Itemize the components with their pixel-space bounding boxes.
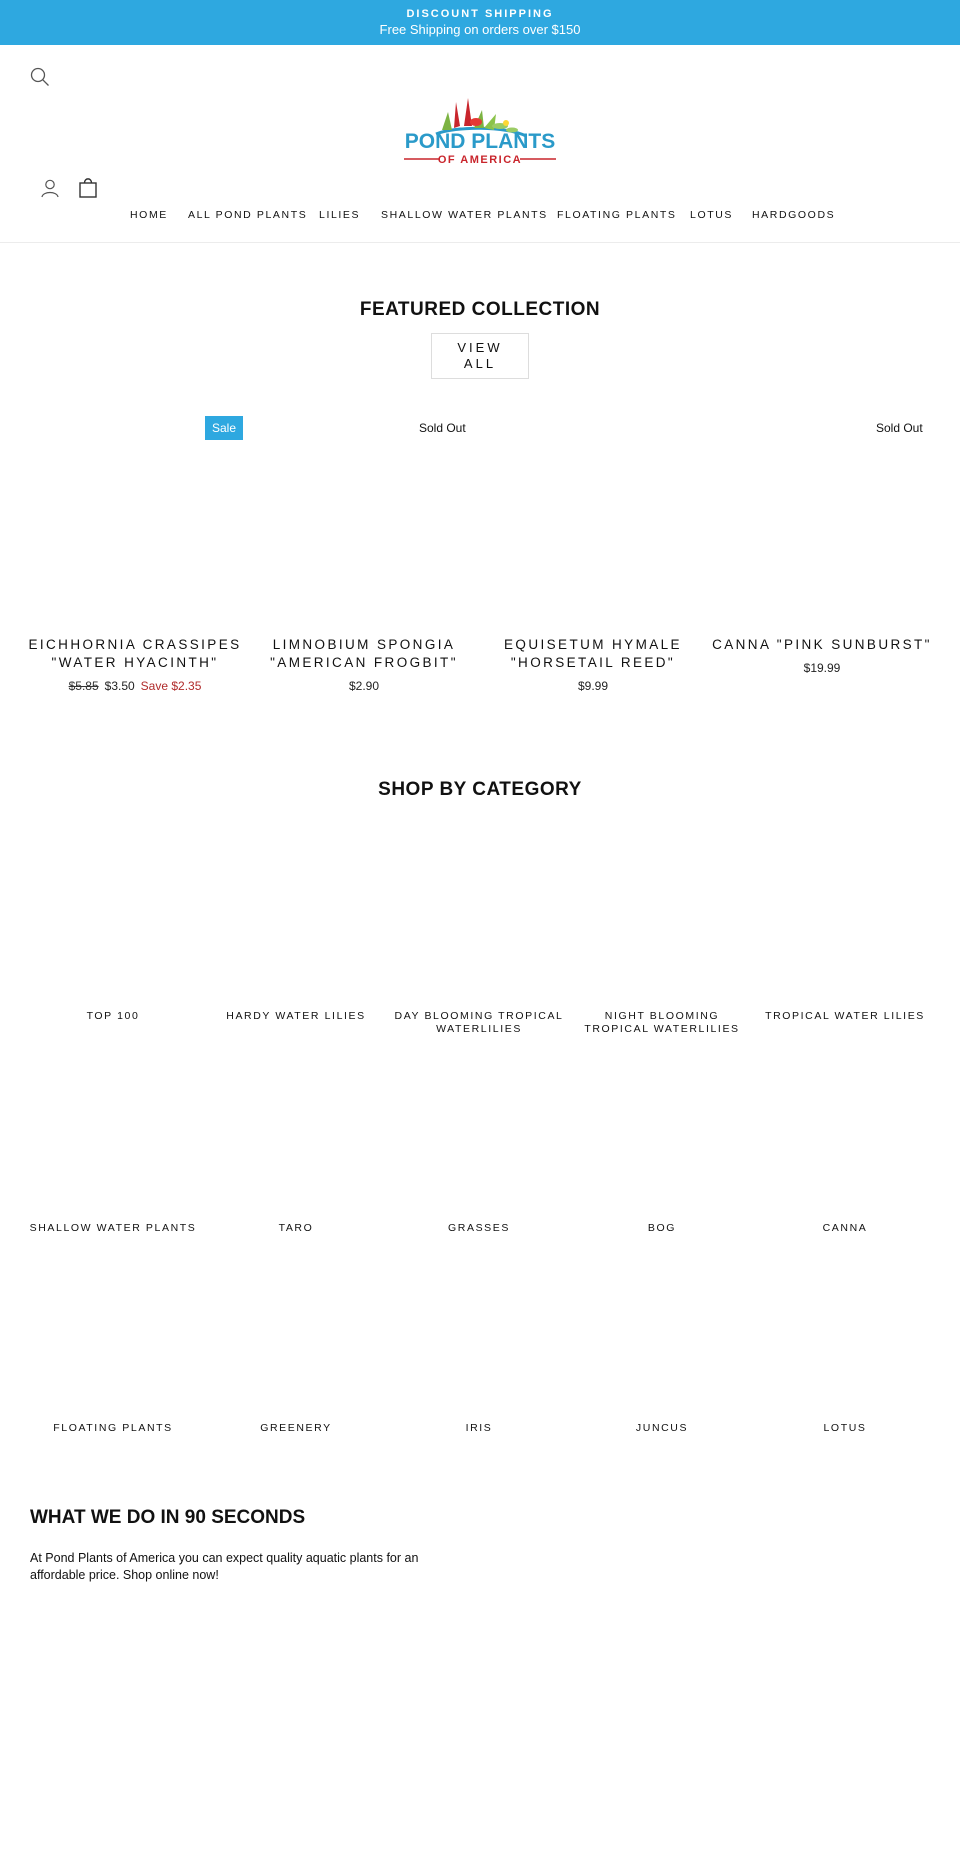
product-price: $19.99 [803, 661, 841, 675]
sold-out-badge: Sold Out [419, 421, 466, 435]
nav-item-lotus[interactable]: LOTUS [690, 209, 734, 221]
view-all-button[interactable] [431, 333, 529, 379]
category-iris[interactable] [389, 1422, 569, 1435]
nav-item-hardgoods[interactable]: HARDGOODS [752, 209, 836, 221]
product-price: $9.99 [577, 679, 609, 693]
announcement-subtitle: Free Shipping on orders over $150 [379, 22, 581, 37]
category-taro[interactable] [206, 1222, 386, 1235]
nav-item-all-pond-plants[interactable]: ALL POND PLANTS [188, 209, 308, 221]
sale-badge: Sale [205, 416, 243, 440]
product-save-amount: Save $2.35 [140, 679, 202, 693]
category-tropical-water-lilies[interactable] [755, 1010, 935, 1023]
logo-text-line2: OF AMERICA [437, 154, 523, 166]
nav-item-lilies[interactable]: LILIES [319, 209, 361, 221]
category-label: BOG [647, 1222, 677, 1234]
categories-title: SHOP BY CATEGORY [378, 779, 582, 800]
logo-text-line1: POND PLANTS [404, 130, 556, 153]
category-day-blooming-tropical[interactable] [389, 1010, 569, 1036]
category-greenery[interactable] [206, 1422, 386, 1435]
category-label: JUNCUS [635, 1422, 689, 1434]
category-label: TARO [278, 1222, 314, 1234]
category-label: GRASSES [448, 1222, 510, 1234]
category-label: LOTUS [823, 1422, 867, 1434]
category-night-blooming-tropical[interactable] [572, 1010, 752, 1036]
product-card[interactable] [249, 412, 479, 712]
product-card[interactable] [20, 412, 250, 712]
search-icon[interactable] [30, 67, 50, 87]
product-sale-price: $3.50 [104, 679, 135, 693]
product-title-line1: EQUISETUM HYMALE [504, 637, 682, 652]
about-title: WHAT WE DO IN 90 SECONDS [30, 1507, 306, 1528]
account-icon[interactable] [40, 178, 60, 198]
category-label: FLOATING PLANTS [53, 1422, 173, 1434]
product-old-price: $5.85 [68, 679, 99, 693]
product-price: $2.90 [348, 679, 380, 693]
header-divider [0, 242, 960, 243]
category-label: DAY BLOOMING TROPICAL [394, 1010, 564, 1022]
announcement-bar [0, 0, 960, 45]
category-label: IRIS [465, 1422, 493, 1434]
category-lotus[interactable] [755, 1422, 935, 1435]
category-label: HARDY WATER LILIES [226, 1010, 366, 1022]
category-label: TOP 100 [86, 1010, 140, 1022]
about-text: At Pond Plants of America you can expect quality aquatic plants for an affordable price. Shop online now! [30, 1551, 419, 1582]
category-shallow-water-plants[interactable] [23, 1222, 203, 1235]
category-label-line2: WATERLILIES [436, 1023, 522, 1035]
category-label: GREENERY [260, 1422, 332, 1434]
product-card[interactable] [478, 412, 708, 712]
announcement-title: DISCOUNT SHIPPING [406, 8, 554, 20]
sold-out-badge: Sold Out [876, 421, 923, 435]
category-label: NIGHT BLOOMING [604, 1010, 720, 1022]
product-title-line2: "WATER HYACINTH" [51, 655, 219, 670]
view-all-label-line2: ALL [463, 356, 497, 371]
product-title-line2: "HORSETAIL REED" [510, 655, 676, 670]
product-price [20, 679, 250, 693]
product-title-line1: EICHHORNIA CRASSIPES [28, 637, 242, 652]
category-label: CANNA [822, 1222, 868, 1234]
logo[interactable] [396, 96, 564, 168]
product-title-line1: CANNA "PINK SUNBURST" [712, 637, 932, 652]
product-card[interactable] [707, 412, 937, 712]
category-label-line2: TROPICAL WATERLILIES [584, 1023, 740, 1035]
product-title-line1: LIMNOBIUM SPONGIA [272, 637, 456, 652]
category-grasses[interactable] [389, 1222, 569, 1235]
category-floating-plants[interactable] [23, 1422, 203, 1435]
product-title-line2: "AMERICAN FROGBIT" [270, 655, 458, 670]
category-top-100[interactable] [23, 1010, 203, 1023]
nav-item-home[interactable]: HOME [130, 209, 168, 221]
category-label: SHALLOW WATER PLANTS [29, 1222, 197, 1234]
featured-title: FEATURED COLLECTION [359, 299, 601, 320]
category-label: TROPICAL WATER LILIES [765, 1010, 925, 1022]
category-hardy-water-lilies[interactable] [206, 1010, 386, 1023]
cart-icon[interactable] [78, 176, 98, 198]
nav-item-floating-plants[interactable]: FLOATING PLANTS [557, 209, 677, 221]
category-bog[interactable] [572, 1222, 752, 1235]
category-juncus[interactable] [572, 1422, 752, 1435]
category-canna[interactable] [755, 1222, 935, 1235]
view-all-label-line1: VIEW [457, 340, 503, 355]
nav-item-shallow-water-plants[interactable]: SHALLOW WATER PLANTS [381, 209, 548, 221]
main-nav [0, 209, 960, 225]
